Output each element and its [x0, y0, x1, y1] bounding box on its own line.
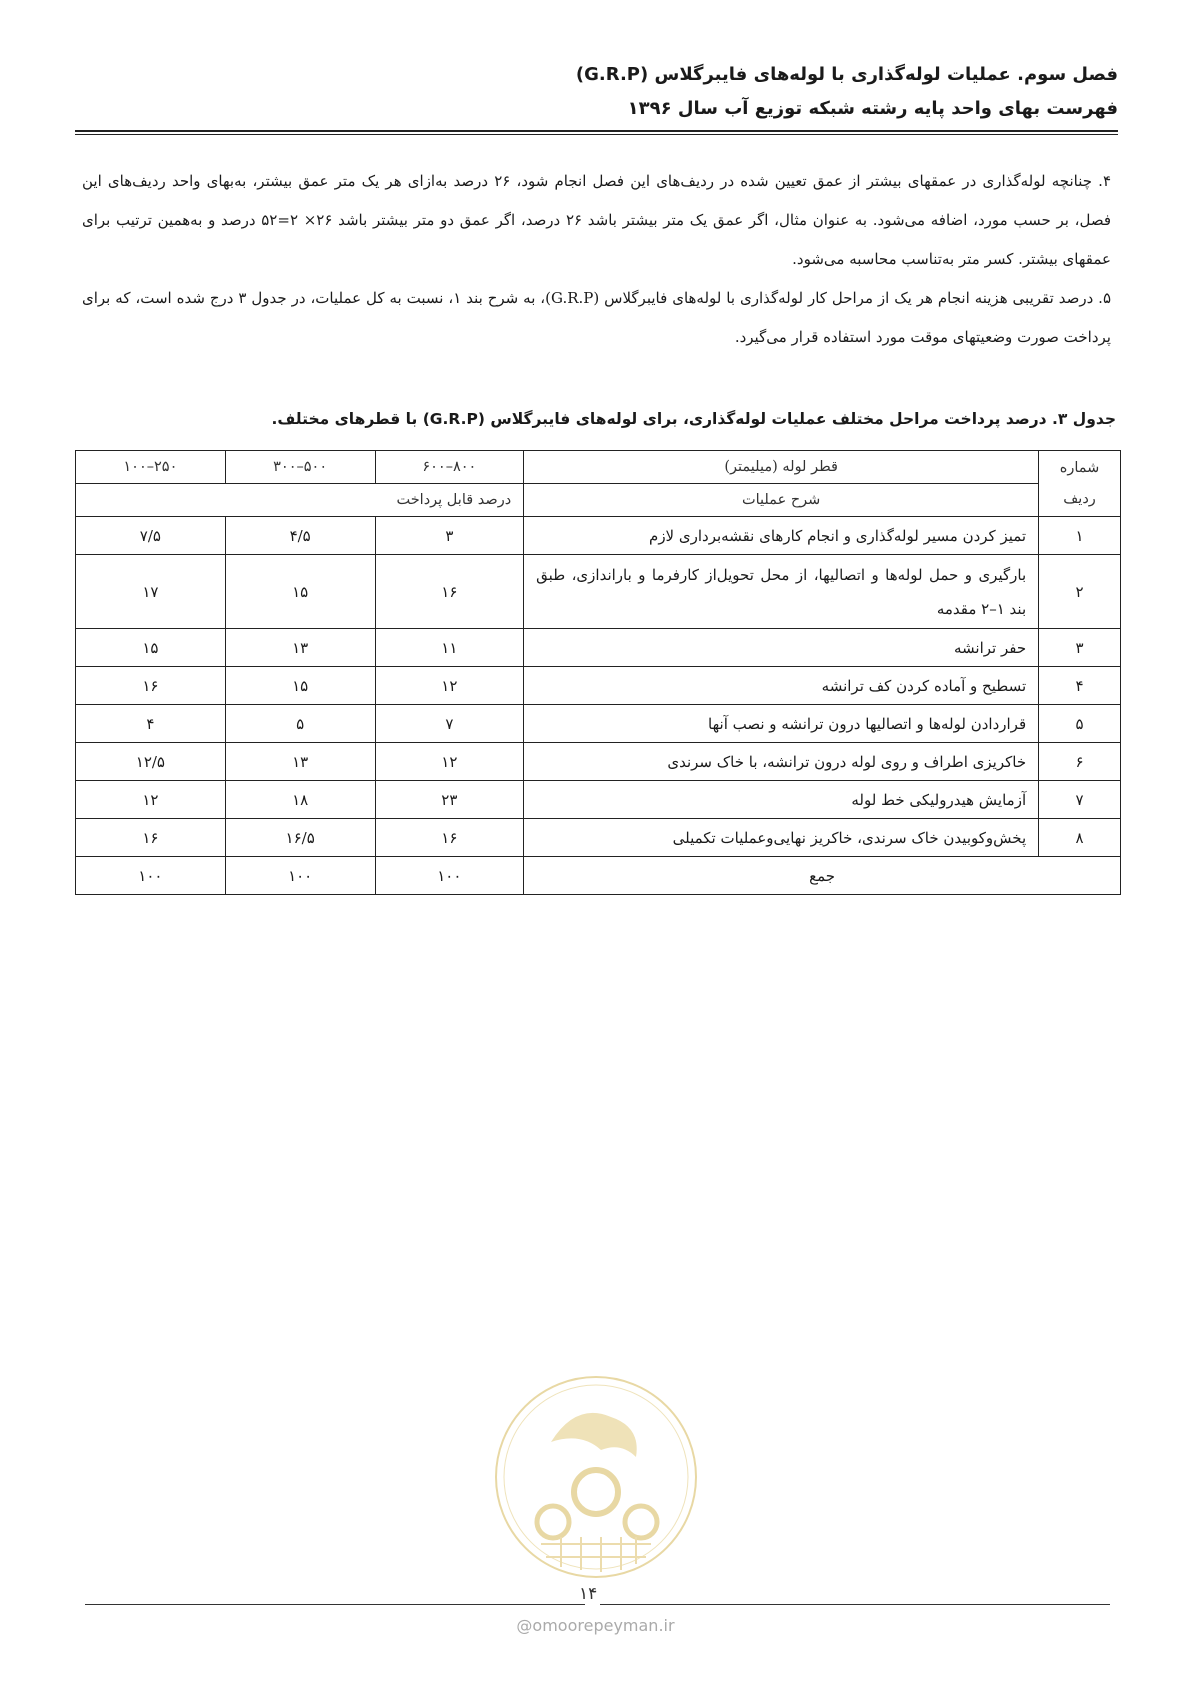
website-watermark: @omoorepeyman.ir — [516, 1616, 675, 1635]
paragraph-4: ۴. چنانچه لوله‌گذاری در عمقهای بیشتر از عمق تعیین شده در ردیف‌های این فصل انجام شود، ۲۶ درصد به‌ازای هر یک متر عمق بیشتر، به‌بهای واحد ردیف‌های این فصل، بر حسب مورد، اضافه می‌شود. به عنوان مثال، اگر عمق یک متر بیشتر باشد ۲۶ درصد، اگر عمق دو متر بیشتر باشد ۲۶× ۲=۵۲ درصد و به‌همین ترتیب برای عمقهای بیشتر. کسر متر به‌تناسب محاسبه می‌شود. — [82, 172, 1111, 268]
operation-description: خاکریزی اطراف و روی لوله درون ترانشه، با خاک سرندی — [524, 743, 1039, 781]
percent-300-500: ۴/۵ — [225, 517, 375, 555]
row-number: ۵ — [1039, 705, 1121, 743]
table-row — [76, 743, 1121, 781]
row-number: ۳ — [1039, 629, 1121, 667]
percent-100-250: ۱۲/۵ — [76, 743, 226, 781]
page-header — [75, 58, 1118, 126]
table-row — [76, 781, 1121, 819]
footer-rule-right — [600, 1604, 1110, 1605]
diameter-300-500: ۵۰۰–۳۰۰ — [225, 451, 375, 484]
chapter-title: فصل سوم. عملیات لوله‌گذاری با لوله‌های فایبرگلاس (G.R.P) — [575, 64, 1118, 85]
percent-600-800: ۳ — [375, 517, 524, 555]
operation-description: تسطیح و آماده کردن کف ترانشه — [524, 667, 1039, 705]
percent-600-800: ۲۳ — [375, 781, 524, 819]
table-row — [76, 819, 1121, 857]
table-row — [76, 629, 1121, 667]
operation-description: بارگیری و حمل لوله‌ها و اتصالیها، از محل تحویل‌از کارفرما و باراندازی، طبق بند ۱–۲ مقدمه — [524, 555, 1039, 629]
table-header-row — [76, 451, 1121, 484]
table-total-row — [76, 857, 1121, 895]
percent-100-250: ۱۵ — [76, 629, 226, 667]
percent-300-500: ۱۳ — [225, 743, 375, 781]
footer-rule-left — [85, 1604, 585, 1605]
percent-300-500: ۵ — [225, 705, 375, 743]
table-row — [76, 705, 1121, 743]
row-number-header-line1: شماره — [1059, 459, 1100, 476]
page-number: ۱۴ — [579, 1584, 598, 1604]
payment-percent-table — [75, 450, 1121, 895]
table-caption: جدول ۳. درصد پرداخت مراحل مختلف عملیات لوله‌گذاری، برای لوله‌های فایبرگلاس (G.R.P) با قطرهای مختلف. — [271, 410, 1116, 428]
operation-description: قراردادن لوله‌ها و اتصالیها درون ترانشه و نصب آنها — [524, 705, 1039, 743]
total-300-500: ۱۰۰ — [225, 857, 375, 895]
row-number: ۸ — [1039, 819, 1121, 857]
total-600-800: ۱۰۰ — [375, 857, 524, 895]
percent-600-800: ۱۶ — [375, 555, 524, 629]
row-number: ۶ — [1039, 743, 1121, 781]
percent-600-800: ۱۲ — [375, 743, 524, 781]
diameter-600-800: ۸۰۰–۶۰۰ — [375, 451, 524, 484]
operation-description: حفر ترانشه — [524, 629, 1039, 667]
total-100-250: ۱۰۰ — [76, 857, 226, 895]
paragraph-5: ۵. درصد تقریبی هزینه انجام هر یک از مراحل کار لوله‌گذاری با لوله‌های فایبرگلاس (G.R.P)، به شرح بند ۱، نسبت به کل عملیات، در جدول ۳ درج شده است، که برای پرداخت صورت وضعیتهای موقت مورد استفاده قرار می‌گیرد. — [82, 289, 1112, 346]
percent-100-250: ۱۲ — [76, 781, 226, 819]
percent-100-250: ۴ — [76, 705, 226, 743]
percent-300-500: ۱۶/۵ — [225, 819, 375, 857]
percent-100-250: ۱۷ — [76, 555, 226, 629]
watermark-seal-icon — [491, 1372, 701, 1582]
table-subheader-row — [76, 484, 1121, 517]
row-number: ۷ — [1039, 781, 1121, 819]
diameter-100-250: ۲۵۰–۱۰۰ — [76, 451, 226, 484]
table-row — [76, 667, 1121, 705]
operation-description: پخش‌وکوبیدن خاک سرندی، خاکریز نهایی‌وعملیات تکمیلی — [524, 819, 1039, 857]
percent-300-500: ۱۸ — [225, 781, 375, 819]
total-label: جمع — [524, 857, 1121, 895]
operation-header: شرح عملیات — [524, 484, 1039, 517]
percent-100-250: ۱۶ — [76, 819, 226, 857]
table-row — [76, 517, 1121, 555]
percent-100-250: ۷/۵ — [76, 517, 226, 555]
table-row — [76, 555, 1121, 629]
document-title: فهرست بهای واحد پایه رشته شبکه توزیع آب سال ۱۳۹۶ — [627, 98, 1118, 119]
percent-300-500: ۱۵ — [225, 667, 375, 705]
header-rule-thin — [75, 134, 1118, 135]
percent-payable-header: درصد قابل پرداخت — [76, 484, 524, 517]
percent-600-800: ۱۱ — [375, 629, 524, 667]
row-number-header-line2: ردیف — [1063, 490, 1096, 507]
percent-100-250: ۱۶ — [76, 667, 226, 705]
operation-description: آزمایش هیدرولیکی خط لوله — [524, 781, 1039, 819]
percent-300-500: ۱۳ — [225, 629, 375, 667]
percent-600-800: ۱۲ — [375, 667, 524, 705]
operation-description: تمیز کردن مسیر لوله‌گذاری و انجام کارهای نقشه‌برداری لازم — [524, 517, 1039, 555]
diameter-header: قطر لوله (میلیمتر) — [524, 451, 1039, 484]
percent-600-800: ۷ — [375, 705, 524, 743]
header-rule-thick — [75, 130, 1118, 132]
row-number-header — [1039, 451, 1121, 517]
row-number: ۴ — [1039, 667, 1121, 705]
row-number: ۲ — [1039, 555, 1121, 629]
row-number: ۱ — [1039, 517, 1121, 555]
percent-600-800: ۱۶ — [375, 819, 524, 857]
percent-300-500: ۱۵ — [225, 555, 375, 629]
